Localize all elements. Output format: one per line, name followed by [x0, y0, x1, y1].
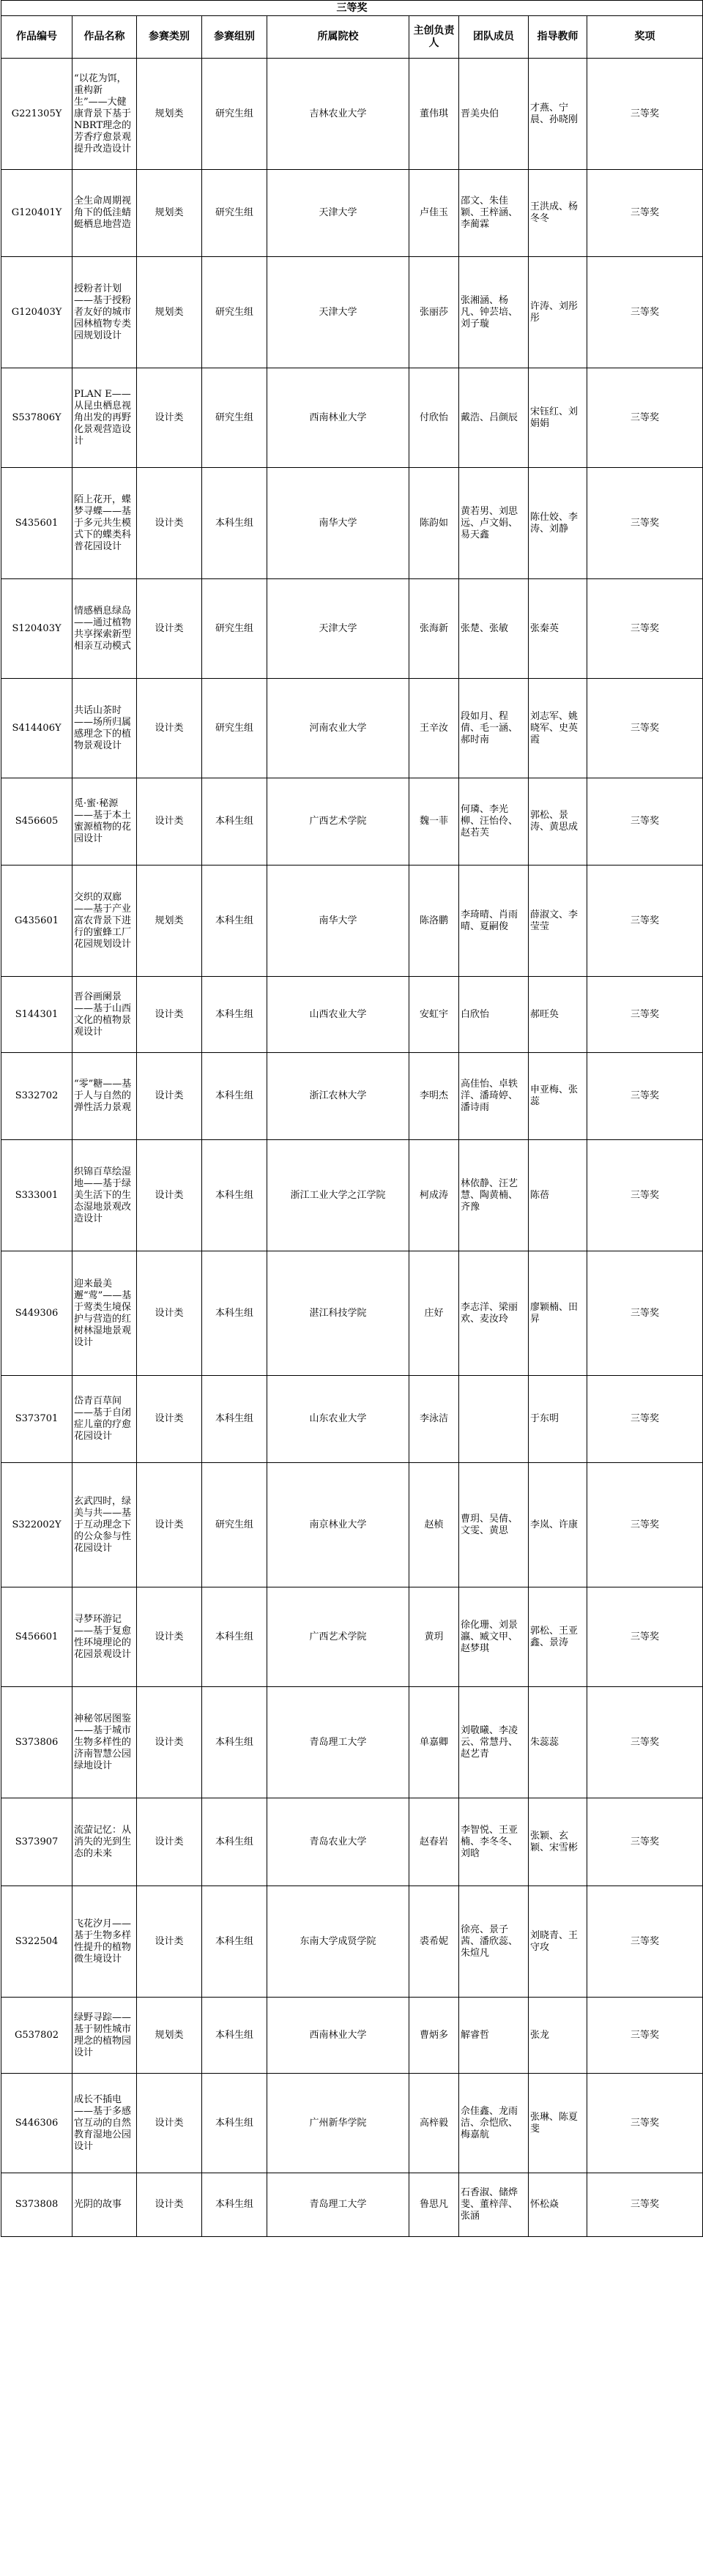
cell-award: 三等奖: [587, 1998, 703, 2074]
cell-category: 设计类: [137, 1798, 202, 1886]
cell-award: 三等奖: [587, 170, 703, 257]
cell-teachers: 刘志军、姚晓军、史英霞: [529, 679, 587, 778]
cell-teachers: 郭松、王亚鑫、景涛: [529, 1587, 587, 1687]
cell-teachers: 刘晓青、王守攻: [529, 1886, 587, 1998]
cell-leader: 裘希妮: [409, 1886, 459, 1998]
cell-leader: 安虹宇: [409, 977, 459, 1053]
cell-teachers: 陈仕姣、李涛、刘静: [529, 468, 587, 579]
cell-leader: 董伟琪: [409, 59, 459, 170]
cell-category: 设计类: [137, 1251, 202, 1376]
cell-category: 设计类: [137, 2074, 202, 2173]
cell-teachers: 张琳、陈夏斐: [529, 2074, 587, 2173]
table-row: [1, 468, 703, 579]
cell-code: S120403Y: [1, 579, 72, 679]
cell-name: 成长不插电——基于多感官互动的自然教育湿地公园设计: [72, 2074, 137, 2173]
cell-code: S322504: [1, 1886, 72, 1998]
cell-members: 李琦晴、肖雨晴、夏嗣俊: [459, 866, 529, 977]
cell-group: 本科生组: [202, 1886, 267, 1998]
table-row: [1, 679, 703, 778]
cell-leader: 陈韵如: [409, 468, 459, 579]
cell-category: 设计类: [137, 1376, 202, 1463]
cell-code: S456605: [1, 778, 72, 866]
cell-school: 南华大学: [267, 468, 409, 579]
cell-leader: 赵桢: [409, 1463, 459, 1587]
cell-school: 南京林业大学: [267, 1463, 409, 1587]
cell-code: G537802: [1, 1998, 72, 2074]
cell-award: 三等奖: [587, 368, 703, 468]
cell-members: 刘敬曦、李凌云、常慧丹、赵艺青: [459, 1687, 529, 1798]
cell-name: 共话山茶时——场所归属感理念下的植物景观设计: [72, 679, 137, 778]
table-body: [1, 59, 703, 2237]
cell-group: 本科生组: [202, 866, 267, 977]
cell-school: 广西艺术学院: [267, 778, 409, 866]
cell-teachers: 陈蓓: [529, 1140, 587, 1251]
cell-code: G221305Y: [1, 59, 72, 170]
cell-members: 戴浩、吕颜辰: [459, 368, 529, 468]
cell-award: 三等奖: [587, 1798, 703, 1886]
cell-group: 研究生组: [202, 257, 267, 368]
cell-members: 徐化珊、刘景瀛、臧文甲、赵梦琪: [459, 1587, 529, 1687]
table-row: [1, 1463, 703, 1587]
cell-leader: 王辛汝: [409, 679, 459, 778]
cell-category: 设计类: [137, 679, 202, 778]
table-row: [1, 1687, 703, 1798]
cell-group: 本科生组: [202, 1798, 267, 1886]
cell-name: 迎来最美邂“莺”——基于莺类生境保护与营造的红树林湿地景观设计: [72, 1251, 137, 1376]
cell-group: 研究生组: [202, 59, 267, 170]
cell-category: 规划类: [137, 170, 202, 257]
table-row: [1, 579, 703, 679]
cell-category: 设计类: [137, 977, 202, 1053]
cell-code: S373806: [1, 1687, 72, 1798]
cell-members: 李志洋、梁丽欢、麦汝玲: [459, 1251, 529, 1376]
cell-members: 高佳怡、卓轶洋、潘琦婷、潘诗雨: [459, 1053, 529, 1140]
cell-award: 三等奖: [587, 468, 703, 579]
cell-school: 浙江工业大学之江学院: [267, 1140, 409, 1251]
cell-group: 本科生组: [202, 1587, 267, 1687]
cell-members: 何璘、李光柳、汪怡伶、赵若芙: [459, 778, 529, 866]
cell-award: 三等奖: [587, 778, 703, 866]
cell-category: 设计类: [137, 1886, 202, 1998]
cell-members: 张楚、张敏: [459, 579, 529, 679]
cell-code: S144301: [1, 977, 72, 1053]
cell-code: G120401Y: [1, 170, 72, 257]
cell-award: 三等奖: [587, 679, 703, 778]
cell-group: 本科生组: [202, 1998, 267, 2074]
cell-code: S414406Y: [1, 679, 72, 778]
cell-name: 情感栖息绿岛——通过植物共享探索新型相亲互动模式: [72, 579, 137, 679]
table-row: [1, 257, 703, 368]
cell-teachers: 薛淑文、李莹莹: [529, 866, 587, 977]
table-row: [1, 866, 703, 977]
cell-name: 玄武四时，绿美与共——基于互动理念下的公众参与性花园设计: [72, 1463, 137, 1587]
cell-leader: 张海新: [409, 579, 459, 679]
cell-category: 设计类: [137, 1140, 202, 1251]
cell-name: 飞花汐月——基于生物多样性提升的植物微生境设计: [72, 1886, 137, 1998]
header-members: 团队成员: [459, 16, 529, 59]
cell-school: 湛江科技学院: [267, 1251, 409, 1376]
cell-school: 浙江农林大学: [267, 1053, 409, 1140]
cell-group: 研究生组: [202, 1463, 267, 1587]
cell-teachers: 郭松、景涛、黄思成: [529, 778, 587, 866]
cell-award: 三等奖: [587, 2074, 703, 2173]
cell-category: 设计类: [137, 2173, 202, 2237]
cell-teachers: 于东明: [529, 1376, 587, 1463]
cell-category: 设计类: [137, 1687, 202, 1798]
cell-name: 织锦百草绘湿地——基于绿美生活下的生态湿地景观改造设计: [72, 1140, 137, 1251]
cell-leader: 鲁思凡: [409, 2173, 459, 2237]
table-row: [1, 778, 703, 866]
cell-teachers: 张颖、玄颖、宋雪彬: [529, 1798, 587, 1886]
cell-code: S456601: [1, 1587, 72, 1687]
cell-award: 三等奖: [587, 1587, 703, 1687]
cell-members: 段如月、程倩、毛一涵、郝时南: [459, 679, 529, 778]
table-row: [1, 977, 703, 1053]
cell-school: 西南林业大学: [267, 1998, 409, 2074]
table-row: [1, 2173, 703, 2237]
cell-teachers: 李岚、许康: [529, 1463, 587, 1587]
cell-name: 绿野寻踪——基于韧性城市理念的植物园设计: [72, 1998, 137, 2074]
cell-members: [459, 1376, 529, 1463]
cell-code: S449306: [1, 1251, 72, 1376]
cell-name: 晋谷画阑景——基于山西文化的植物景观设计: [72, 977, 137, 1053]
cell-teachers: 宋钰红、刘娟娟: [529, 368, 587, 468]
cell-name: 交织的双廊——基于产业富农背景下进行的蜜蜂工厂花园规划设计: [72, 866, 137, 977]
cell-category: 设计类: [137, 368, 202, 468]
cell-award: 三等奖: [587, 1886, 703, 1998]
cell-members: 石香淑、储烨斐、董梓萍、张涵: [459, 2173, 529, 2237]
award-table: [1, 0, 703, 2237]
header-code: 作品编号: [1, 16, 72, 59]
cell-code: S332702: [1, 1053, 72, 1140]
cell-category: 规划类: [137, 1998, 202, 2074]
cell-group: 本科生组: [202, 2173, 267, 2237]
cell-group: 研究生组: [202, 579, 267, 679]
cell-group: 本科生组: [202, 1053, 267, 1140]
cell-name: 神秘邻居图鉴——基于城市生物多样性的济南智慧公园绿地设计: [72, 1687, 137, 1798]
cell-leader: 陈洛鹏: [409, 866, 459, 977]
cell-code: S373808: [1, 2173, 72, 2237]
cell-members: 解睿哲: [459, 1998, 529, 2074]
header-category: 参赛类别: [137, 16, 202, 59]
cell-name: 岱青百草间——基于自闭症儿童的疗愈花园设计: [72, 1376, 137, 1463]
cell-group: 本科生组: [202, 977, 267, 1053]
cell-code: S333001: [1, 1140, 72, 1251]
cell-category: 设计类: [137, 1587, 202, 1687]
cell-leader: 庄好: [409, 1251, 459, 1376]
cell-school: 南华大学: [267, 866, 409, 977]
cell-category: 规划类: [137, 59, 202, 170]
header-leader: 主创负责人: [409, 16, 459, 59]
header-school: 所属院校: [267, 16, 409, 59]
cell-school: 山西农业大学: [267, 977, 409, 1053]
title-row: [1, 1, 703, 16]
cell-category: 设计类: [137, 468, 202, 579]
cell-name: 全生命周期视角下的低洼蜻蜓栖息地营造: [72, 170, 137, 257]
cell-leader: 卢佳玉: [409, 170, 459, 257]
cell-code: S373701: [1, 1376, 72, 1463]
cell-teachers: 怀松焱: [529, 2173, 587, 2237]
cell-school: 河南农业大学: [267, 679, 409, 778]
cell-group: 本科生组: [202, 778, 267, 866]
cell-school: 西南林业大学: [267, 368, 409, 468]
cell-teachers: 郝旺奂: [529, 977, 587, 1053]
cell-award: 三等奖: [587, 59, 703, 170]
cell-name: “零”糖——基于人与自然的弹性活力景观: [72, 1053, 137, 1140]
cell-members: 李智悦、王亚楠、李冬冬、刘晗: [459, 1798, 529, 1886]
header-teachers: 指导教师: [529, 16, 587, 59]
cell-award: 三等奖: [587, 1053, 703, 1140]
cell-group: 本科生组: [202, 468, 267, 579]
cell-leader: 曹炳多: [409, 1998, 459, 2074]
cell-leader: 李明杰: [409, 1053, 459, 1140]
table-title: 三等奖: [1, 1, 703, 16]
cell-leader: 黄玥: [409, 1587, 459, 1687]
cell-category: 设计类: [137, 1053, 202, 1140]
cell-award: 三等奖: [587, 1251, 703, 1376]
table-row: [1, 1998, 703, 2074]
header-row: [1, 16, 703, 59]
cell-category: 设计类: [137, 579, 202, 679]
cell-school: 广西艺术学院: [267, 1587, 409, 1687]
cell-name: 觅·蜜·秘源——基于本土蜜源植物的花园设计: [72, 778, 137, 866]
cell-teachers: 才燕、宁晨、孙晓刚: [529, 59, 587, 170]
cell-group: 研究生组: [202, 170, 267, 257]
cell-members: 白欣怡: [459, 977, 529, 1053]
cell-name: PLAN E——从昆虫栖息视角出发的再野化景观营造设计: [72, 368, 137, 468]
cell-leader: 张丽莎: [409, 257, 459, 368]
cell-code: S446306: [1, 2074, 72, 2173]
cell-code: G120403Y: [1, 257, 72, 368]
table-row: [1, 2074, 703, 2173]
cell-award: 三等奖: [587, 1687, 703, 1798]
cell-school: 山东农业大学: [267, 1376, 409, 1463]
cell-school: 天津大学: [267, 170, 409, 257]
cell-name: 陌上花开，蝶梦寻蝶——基于多元共生模式下的蝶类科普花园设计: [72, 468, 137, 579]
cell-group: 本科生组: [202, 1376, 267, 1463]
cell-group: 研究生组: [202, 679, 267, 778]
cell-leader: 魏一菲: [409, 778, 459, 866]
table-row: [1, 1886, 703, 1998]
cell-teachers: 许涛、刘彤彤: [529, 257, 587, 368]
cell-group: 本科生组: [202, 1687, 267, 1798]
table-row: [1, 1376, 703, 1463]
cell-group: 本科生组: [202, 1251, 267, 1376]
header-award: 奖项: [587, 16, 703, 59]
header-name: 作品名称: [72, 16, 137, 59]
table-row: [1, 59, 703, 170]
cell-school: 青岛理工大学: [267, 2173, 409, 2237]
cell-members: 张湘涵、杨凡、钟芸培、刘子璇: [459, 257, 529, 368]
cell-teachers: 张龙: [529, 1998, 587, 2074]
cell-teachers: 张秦英: [529, 579, 587, 679]
cell-award: 三等奖: [587, 2173, 703, 2237]
cell-teachers: 朱蕊蕊: [529, 1687, 587, 1798]
cell-school: 青岛农业大学: [267, 1798, 409, 1886]
table-row: [1, 1251, 703, 1376]
cell-award: 三等奖: [587, 579, 703, 679]
cell-award: 三等奖: [587, 977, 703, 1053]
cell-teachers: 廖颖楠、田昇: [529, 1251, 587, 1376]
cell-members: 邵文、朱佳颖、王梓涵、李蔺霖: [459, 170, 529, 257]
table-row: [1, 1053, 703, 1140]
table-row: [1, 1140, 703, 1251]
cell-members: 曹玥、吴倩、文雯、黄思: [459, 1463, 529, 1587]
cell-award: 三等奖: [587, 866, 703, 977]
cell-members: 佘佳鑫、龙雨洁、佘恺欣、梅嘉航: [459, 2074, 529, 2173]
cell-name: 流萤记忆：从消失的光到生态的未来: [72, 1798, 137, 1886]
cell-members: 黄若男、刘思远、卢文娟、易天鑫: [459, 468, 529, 579]
cell-members: 林依静、汪艺慧、陶黄楠、齐豫: [459, 1140, 529, 1251]
cell-teachers: 申亚梅、张蕊: [529, 1053, 587, 1140]
cell-award: 三等奖: [587, 1463, 703, 1587]
cell-name: 授粉者计划——基于授粉者友好的城市园林植物专类园规划设计: [72, 257, 137, 368]
cell-code: S322002Y: [1, 1463, 72, 1587]
table-row: [1, 170, 703, 257]
cell-category: 规划类: [137, 257, 202, 368]
cell-code: S537806Y: [1, 368, 72, 468]
cell-leader: 李泳洁: [409, 1376, 459, 1463]
cell-members: 徐亮、景子茜、潘欣蕊、朱煊凡: [459, 1886, 529, 1998]
table-row: [1, 1587, 703, 1687]
cell-leader: 高梓毅: [409, 2074, 459, 2173]
cell-school: 天津大学: [267, 579, 409, 679]
cell-award: 三等奖: [587, 257, 703, 368]
cell-name: “以花为饵，重构新生”——大健康背景下基于NBRT理念的芳香疗愈景观提升改造设计: [72, 59, 137, 170]
header-group: 参赛组别: [202, 16, 267, 59]
cell-teachers: 王洪成、杨冬冬: [529, 170, 587, 257]
cell-award: 三等奖: [587, 1376, 703, 1463]
cell-school: 东南大学成贤学院: [267, 1886, 409, 1998]
cell-leader: 付欣怡: [409, 368, 459, 468]
table-row: [1, 368, 703, 468]
cell-leader: 单嘉卿: [409, 1687, 459, 1798]
cell-name: 光阴的故事: [72, 2173, 137, 2237]
cell-code: S435601: [1, 468, 72, 579]
cell-category: 规划类: [137, 866, 202, 977]
cell-category: 设计类: [137, 1463, 202, 1587]
cell-group: 本科生组: [202, 1140, 267, 1251]
table-row: [1, 1798, 703, 1886]
cell-leader: 柯成涛: [409, 1140, 459, 1251]
cell-group: 本科生组: [202, 2074, 267, 2173]
cell-code: G435601: [1, 866, 72, 977]
cell-members: 晋美央伯: [459, 59, 529, 170]
cell-school: 广州新华学院: [267, 2074, 409, 2173]
cell-group: 研究生组: [202, 368, 267, 468]
cell-school: 青岛理工大学: [267, 1687, 409, 1798]
cell-category: 设计类: [137, 778, 202, 866]
cell-school: 吉林农业大学: [267, 59, 409, 170]
cell-name: 寻梦环游记——基于复愈性环境理论的花园景观设计: [72, 1587, 137, 1687]
cell-award: 三等奖: [587, 1140, 703, 1251]
cell-code: S373907: [1, 1798, 72, 1886]
cell-school: 天津大学: [267, 257, 409, 368]
cell-leader: 赵春岩: [409, 1798, 459, 1886]
